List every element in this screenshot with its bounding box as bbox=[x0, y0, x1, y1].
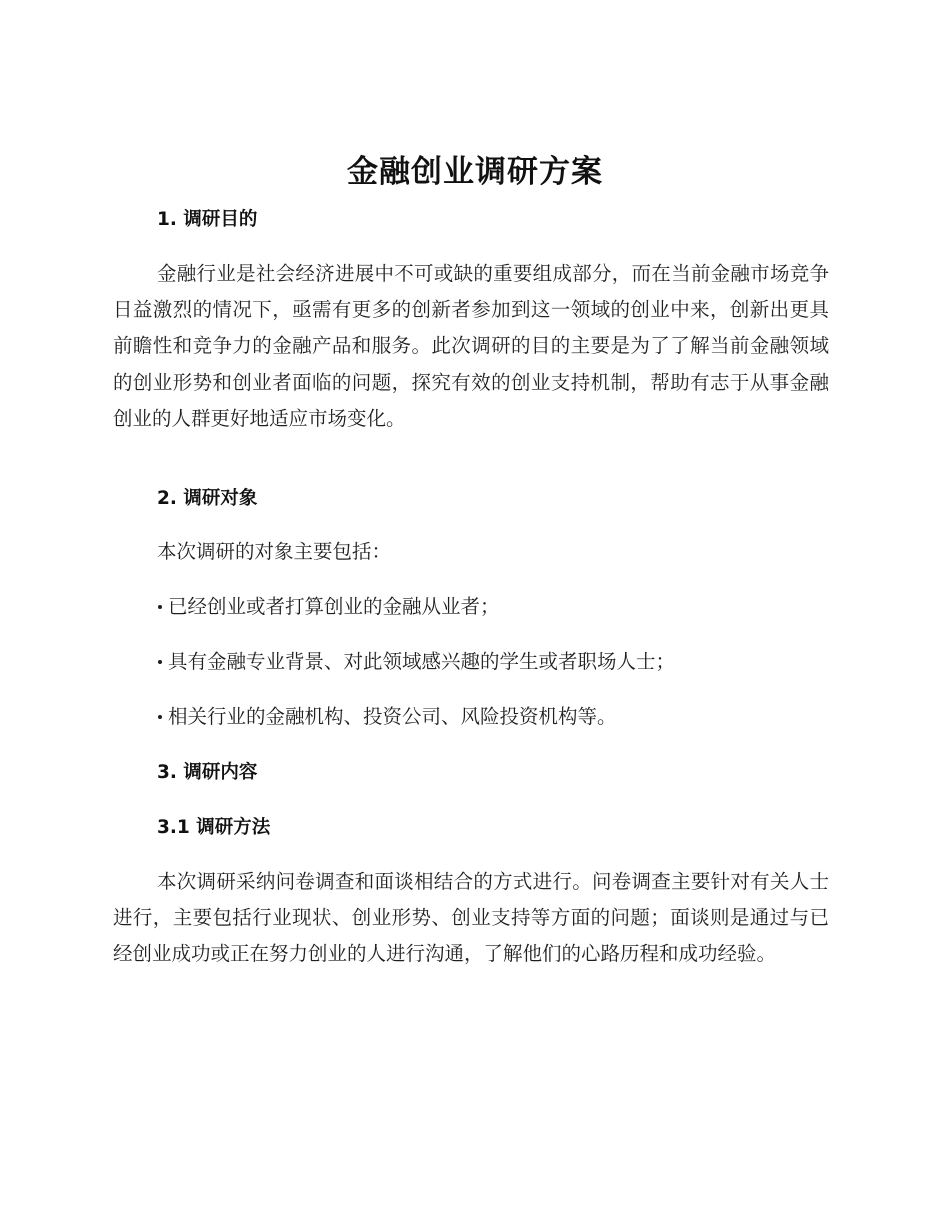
list-item bbox=[157, 592, 500, 622]
list-item-text: 已经创业或者打算创业的金融从业者； bbox=[168, 595, 500, 618]
bullet-icon bbox=[158, 660, 162, 664]
list-item bbox=[157, 702, 617, 732]
targets-intro: 本次调研的对象主要包括： bbox=[157, 540, 392, 563]
section-heading-targets: 2. 调研对象 bbox=[157, 488, 258, 509]
purpose-paragraph: 金融行业是社会经济进展中不可或缺的重要组成部分，而在当前金融市场竞争日益激烈的情况下，亟需有更多的创新者参加到这一领域的创业中来，创新出更具前瞻性和竞争力的金融产品和服务。此次调研的目的主要是为了了解当前金融领域的创业形势和创业者面临的问题，探究有效的创业支持机制，帮助有志于从事金融创业的人群更好地适应市场变化。 bbox=[113, 262, 829, 430]
section-heading-content: 3. 调研内容 bbox=[157, 762, 258, 783]
document-title: 金融创业调研方案 bbox=[347, 154, 603, 190]
bullet-icon bbox=[158, 605, 162, 609]
subsection-heading-methods: 3.1 调研方法 bbox=[157, 817, 271, 838]
bullet-icon bbox=[158, 715, 162, 719]
list-item-text: 相关行业的金融机构、投资公司、风险投资机构等。 bbox=[168, 705, 617, 728]
list-item bbox=[157, 647, 675, 677]
section-heading-purpose: 1. 调研目的 bbox=[157, 209, 258, 230]
methods-paragraph: 本次调研采纳问卷调查和面谈相结合的方式进行。问卷调查主要针对有关人士进行，主要包括行业现状、创业形势、创业支持等方面的问题；面谈则是通过与已经创业成功或正在努力创业的人进行沟通，了解他们的心路历程和成功经验。 bbox=[113, 870, 829, 966]
list-item-text: 具有金融专业背景、对此领域感兴趣的学生或者职场人士； bbox=[168, 650, 676, 673]
